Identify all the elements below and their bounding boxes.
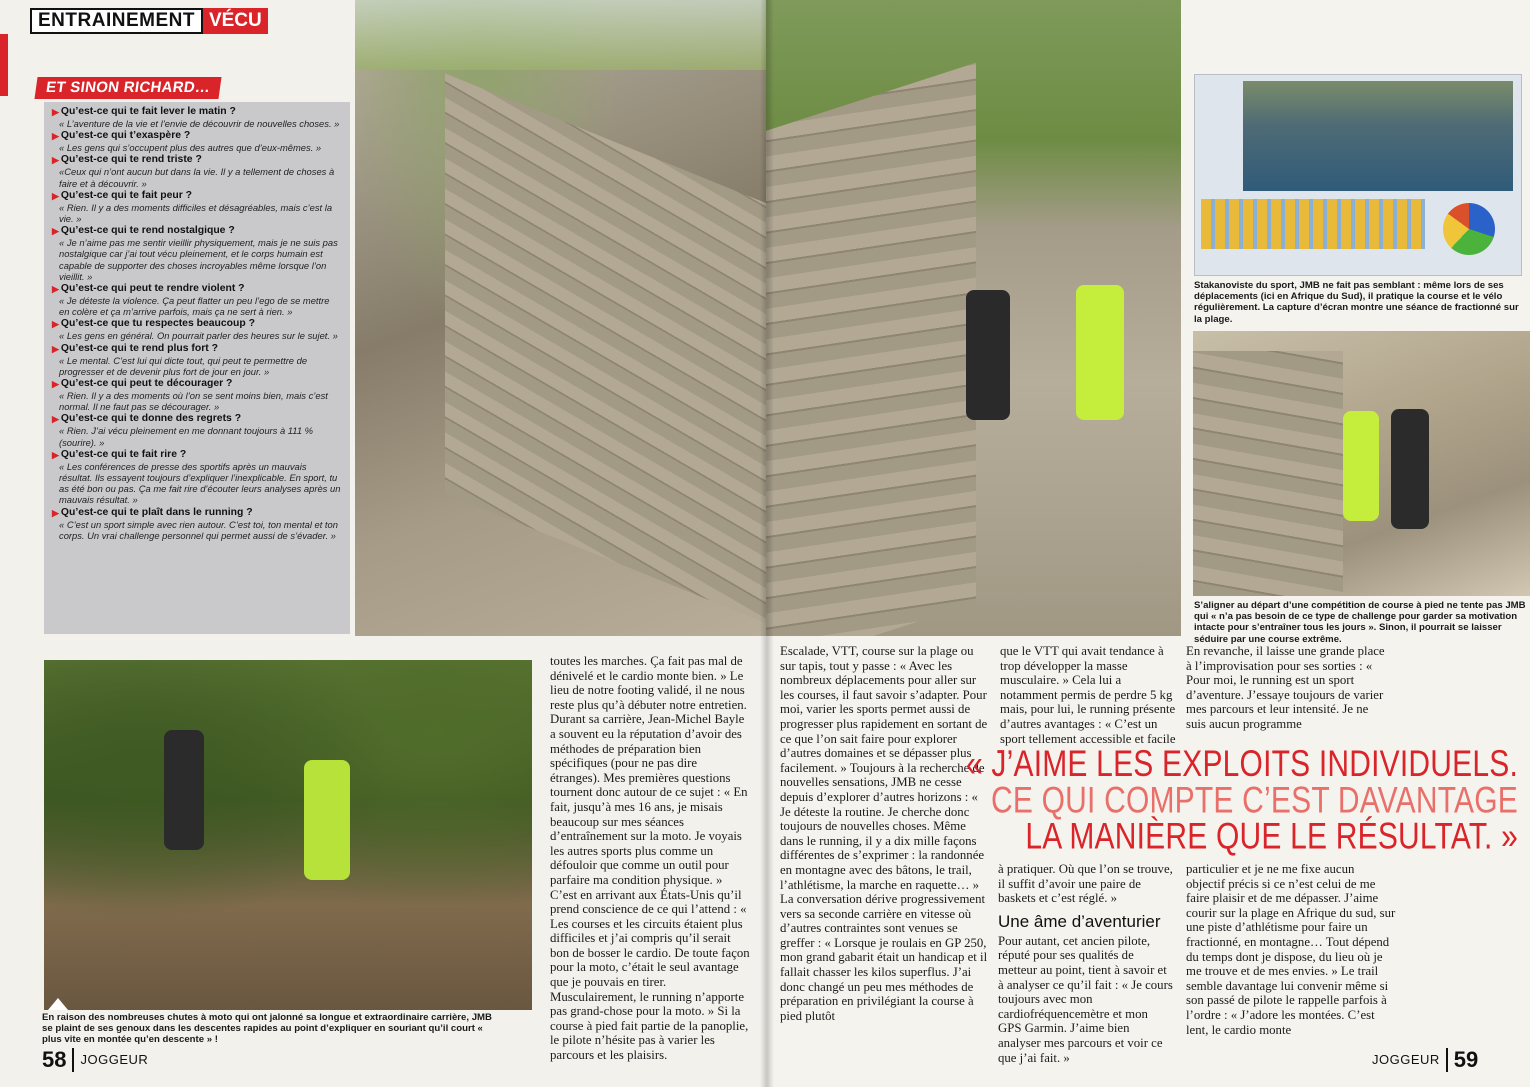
pull-quote-line-1: « J’AIME LES EXPLOITS INDIVIDUELS. bbox=[966, 743, 1518, 785]
question-text: Qu’est-ce que tu respectes beaucoup ? bbox=[60, 318, 255, 330]
folio-right bbox=[1372, 1048, 1478, 1072]
arrow-right-icon: ▶ bbox=[52, 131, 59, 142]
runner-dark-shirt bbox=[164, 730, 204, 850]
question bbox=[52, 154, 342, 166]
photo-wall-runners bbox=[1193, 331, 1530, 596]
qa-sidebar bbox=[44, 102, 350, 634]
answer-text: « Rien. Il y a des moments difficiles et désagréables, mais c’est la vie. » bbox=[59, 201, 333, 225]
arrow-right-icon: ▶ bbox=[52, 507, 59, 518]
answer-text: « Les conférences de presse des sportifs après un mauvais résultat. Ils essayent toujours d’expliquer l’inexplicable. En sport, tu as été bon ou pas. Ça me fait rire d’écouter leurs analyses après un mauvais résultat. » bbox=[59, 460, 341, 506]
section-subtitle: VÉCU bbox=[203, 8, 268, 34]
magazine-name-right: JOGGEUR bbox=[1372, 1052, 1440, 1067]
qa-item bbox=[52, 378, 342, 412]
qa-item bbox=[52, 343, 342, 377]
answer-text: « Le mental. C’est lui qui dicte tout, qui peut te permettre de progresser et de devenir plus fort de jour en jour. » bbox=[59, 354, 308, 377]
folio-left bbox=[42, 1048, 148, 1072]
arrow-right-icon: ▶ bbox=[52, 226, 59, 237]
qa-item bbox=[52, 413, 342, 447]
answer-text: «Ceux qui n’ont aucun but dans la vie. Il y a tellement de choses à faire et à découvrir. » bbox=[59, 166, 335, 189]
question-text: Qu’est-ce qui t’exaspère ? bbox=[60, 130, 191, 142]
runner-yellow-shirt bbox=[304, 760, 350, 880]
qa-item bbox=[52, 190, 342, 224]
pull-quote bbox=[966, 743, 1518, 858]
question-text: Qu’est-ce qui te rend nostalgique ? bbox=[60, 225, 235, 237]
qa-item bbox=[52, 225, 342, 282]
stone-wall bbox=[445, 73, 766, 626]
arrow-right-icon: ▶ bbox=[52, 343, 59, 354]
page-number-right: 59 bbox=[1453, 1047, 1479, 1072]
question bbox=[52, 190, 342, 202]
question bbox=[52, 507, 342, 519]
question-text: Qu’est-ce qui te fait rire ? bbox=[60, 448, 187, 460]
question-text: Qu’est-ce qui te fait lever le matin ? bbox=[60, 106, 236, 117]
question-text: Qu’est-ce qui te plaît dans le running ? bbox=[60, 506, 253, 518]
runner-yellow-small bbox=[1343, 411, 1379, 521]
folio-divider bbox=[1446, 1048, 1448, 1072]
folio-divider bbox=[72, 1048, 74, 1072]
caption-screen-photo: Stakanoviste du sport, JMB ne fait pas semblant : même lors de ses déplacements (ici en Afrique du Sud), il pratique la course et le vélo régulièrement. La capture d’écran montre une séance de fractionné sur la plage. bbox=[1194, 280, 1519, 325]
arrow-right-icon: ▶ bbox=[52, 155, 59, 166]
qa-item bbox=[52, 449, 342, 506]
photo-stone-wall-right bbox=[766, 0, 1181, 636]
photo-gps-screenshot bbox=[1194, 74, 1522, 276]
answer-text: « L’aventure de la vie et l’envie de découvrir de nouvelles choses. » bbox=[59, 118, 340, 129]
qa-item bbox=[52, 507, 342, 541]
qa-item bbox=[52, 283, 342, 317]
answer-text: « Les gens en général. On pourrait parler des heures sur le sujet. » bbox=[59, 330, 338, 342]
question bbox=[52, 343, 342, 355]
qa-item bbox=[52, 154, 342, 188]
photo-trail-runners bbox=[44, 660, 532, 1010]
qa-item bbox=[52, 106, 342, 129]
question bbox=[52, 225, 342, 237]
question-text: Qu’est-ce qui te donne des regrets ? bbox=[60, 413, 242, 425]
question bbox=[52, 318, 342, 330]
question bbox=[52, 106, 342, 118]
question bbox=[52, 130, 342, 142]
sidebar-title: ET SINON RICHARD… bbox=[34, 77, 221, 99]
arrow-right-icon: ▶ bbox=[52, 319, 59, 330]
runner-dark-small bbox=[1391, 409, 1429, 529]
page-number-left: 58 bbox=[42, 1047, 67, 1072]
runner-yellow-shirt-right bbox=[1076, 285, 1124, 420]
arrow-right-icon: ▶ bbox=[52, 107, 59, 117]
article-column-left: toutes les marches. Ça fait pas mal de dénivelé et le cardio monte bien. » Le lieu de notre footing validé, il ne nous reste plus qu’à débuter notre entretien. Durant sa carrière, Jean-Michel Bayle a souvent eu la réputation d’avoir des méthodes de préparation bien spécifiques (pour ne pas dire étranges). Mes premières questions tournent donc autour de ce sujet : « En fait, jusqu’à mes 16 ans, je misais beaucoup sur mes séances d’entraînement sur la moto. Je voyais les autres sports plus comme un défouloir que comme un outil pour parfaire ma condition physique. » C’est en arrivant aux États-Unis qu’il prend conscience de ce qui l’attend : « Les courses et les circuits étaient plus difficiles et j’ai compris qu’il serait bon de bosser le cardio. De toute façon pour la moto, c’était le seul avantage que je pouvais en tirer. Musculairement, le running n’apporte pas grand-chose pour la moto. » Si la course à pied fait partie de la panoplie, le pilote n’hésite pas à varier les parcours et les plaisirs. bbox=[550, 654, 750, 1063]
arrow-right-icon: ▶ bbox=[52, 414, 59, 425]
caption-trail-photo: En raison des nombreuses chutes à moto qui ont jalonné sa longue et extraordinaire carrière, JMB se plaint de ses genoux dans les descentes rapides au point d’expliquer en souriant qu’il court « plus vite en montée qu’en descente » ! bbox=[42, 1012, 492, 1046]
paragraph: Pour autant, cet ancien pilote, réputé pour ses qualités de metteur au point, tient à savoir et à analyser ce qu’il fait : « Je cours toujours avec mon cardiofréquencemètre et mon GPS Garmin. J’aime bien analyser mes parcours et voir ce que j’ai fait. » bbox=[998, 933, 1173, 1065]
paragraph: à pratiquer. Où que l’on se trouve, il suffit d’avoir une paire de baskets et c’est réglé. » bbox=[998, 862, 1173, 906]
runner-dark-shirt-right bbox=[966, 290, 1010, 420]
question bbox=[52, 413, 342, 425]
section-header bbox=[30, 8, 268, 34]
question-text: Qu’est-ce qui te rend triste ? bbox=[60, 154, 202, 166]
magazine-name-left: JOGGEUR bbox=[80, 1052, 149, 1067]
article-column-right-3: En revanche, il laisse une grande place à l’improvisation pour ses sorties : « Pour moi, le running est un sport d’aventure. J’essaye toujours de varier mes parcours et leur intensité. Je ne suis aucun programme bbox=[1186, 644, 1385, 731]
question bbox=[52, 378, 342, 390]
arrow-right-icon: ▶ bbox=[52, 284, 59, 295]
question-text: Qu’est-ce qui te fait peur ? bbox=[60, 189, 192, 201]
question-text: Qu’est-ce qui peut te rendre violent ? bbox=[60, 283, 245, 295]
section-title: ENTRAINEMENT bbox=[30, 8, 203, 34]
question-text: Qu’est-ce qui peut te décourager ? bbox=[60, 378, 233, 390]
town-view bbox=[355, 0, 766, 70]
answer-text: « Les gens qui s’occupent plus des autres que d’eux-mêmes. » bbox=[59, 142, 322, 154]
article-column-right-1: Escalade, VTT, course sur la plage ou sur tapis, tout y passe : « Avec les nombreux déplacements pour aller sur les courses, il faut savoir s’adapter. Pour moi, varier les sports permet aussi de progresser plus rapidement en sortant de ce que l’on sait faire pour explorer d’autres domaines et se dépasser plus facilement. » Toujours à la recherche de nouvelles sensations, JMB ne cesse depuis d’explorer d’autres horizons : « Je déteste la routine. Je cherche donc toujours de nouvelles choses. Même dans le running, il y a dix mille façons différentes de s’exprimer : la randonnée en montagne avec des bâtons, le trail, l’athlétisme, la marche en raquette… » La conversation dérive progressivement vers sa seconde carrière en vitesse où d’autres contraintes sont venues se greffer : « Lorsque je roulais en GP 250, mon grand gabarit était un handicap et il fallait chasser les kilos superflus. J’ai donc changé un peu mes méthodes de préparation en privilégiant la course à pied plutôt bbox=[780, 644, 988, 1023]
photo-stone-wall-left bbox=[355, 0, 766, 636]
answer-text: « Je n’aime pas me sentir vieillir physiquement, mais je ne suis pas nostalgique car j’ai tout vécu pleinement, et le corps humain est capable de supporter des choses incroyables même lorsque l’on vieillit. » bbox=[59, 237, 338, 282]
arrow-right-icon: ▶ bbox=[52, 190, 59, 201]
answer-text: « Rien. Il y a des moments où l’on se sent moins bien, mais c’est normal. Il ne faut pas se décourager. » bbox=[59, 390, 328, 413]
pull-quote-line-2: CE QUI COMPTE C’EST DAVANTAGE bbox=[991, 779, 1518, 821]
answer-text: « Je déteste la violence. Ça peut flatter un peu l’ego de se mettre en colère et ça m’arrive parfois, mais ça ne sert à rien. » bbox=[59, 295, 330, 318]
caption-pointer bbox=[48, 998, 68, 1010]
article-column-right-2b bbox=[998, 862, 1174, 1065]
arrow-right-icon: ▶ bbox=[52, 449, 59, 460]
article-column-right-3b: particulier et je ne me fixe aucun objectif précis si ce n’est celui de me faire plaisir et de me dépasser. J’aime courir sur la plage en Afrique du sud, sur une piste d’athlétisme pour faire un fractionné, en montagne… Tout dépend du temps dont je dispose, du lieu où je me trouve et de mes envies. » Le trail semble davantage lui convenir même si son passé de pilote le rappelle parfois à l’ordre : « J’adore les montées. C’est lent, le cardio monte bbox=[1186, 862, 1396, 1037]
question-text: Qu’est-ce qui te rend plus fort ? bbox=[60, 342, 218, 354]
question bbox=[52, 449, 342, 461]
pie-chart-icon bbox=[1443, 203, 1495, 255]
qa-item bbox=[52, 130, 342, 153]
answer-text: « Rien. J’ai vécu pleinement en me donnant toujours à 111 % (sourire). » bbox=[59, 425, 313, 448]
answer-text: « C’est un sport simple avec rien autour. C’est toi, ton mental et ton corps. Un vrai challenge personnel qui permet aussi de s’évader. » bbox=[59, 518, 338, 541]
arrow-right-icon: ▶ bbox=[52, 379, 59, 390]
stone-wall-right bbox=[766, 63, 976, 636]
map-view bbox=[1243, 81, 1513, 191]
caption-wall-photo: S’aligner au départ d’une compétition de course à pied ne tente pas JMB qui « n’a pas besoin de ce type de challenge pour garder sa motivation intacte pour s’entraîner tous les jours ». Sinon, il pourrait se laisser séduire par une course extrême. bbox=[1194, 600, 1526, 645]
qa-item bbox=[52, 318, 342, 341]
article-column-right-2: que le VTT qui avait tendance à trop développer la masse musculaire. » Cela lui a notamment permis de perdre 5 kg mais, pour lui, le running présente d’autres avantages : « C’est un sport tellement accessible et facile bbox=[1000, 644, 1176, 746]
pull-quote-line-3: LA MANIÈRE QUE LE RÉSULTAT. » bbox=[1025, 816, 1518, 858]
right-page bbox=[766, 0, 1530, 1087]
heart-rate-graph bbox=[1201, 199, 1425, 249]
subheading: Une âme d’aventurier bbox=[998, 911, 1161, 931]
red-side-tab bbox=[0, 34, 8, 96]
question bbox=[52, 283, 342, 295]
stone-wall-small bbox=[1193, 351, 1343, 596]
